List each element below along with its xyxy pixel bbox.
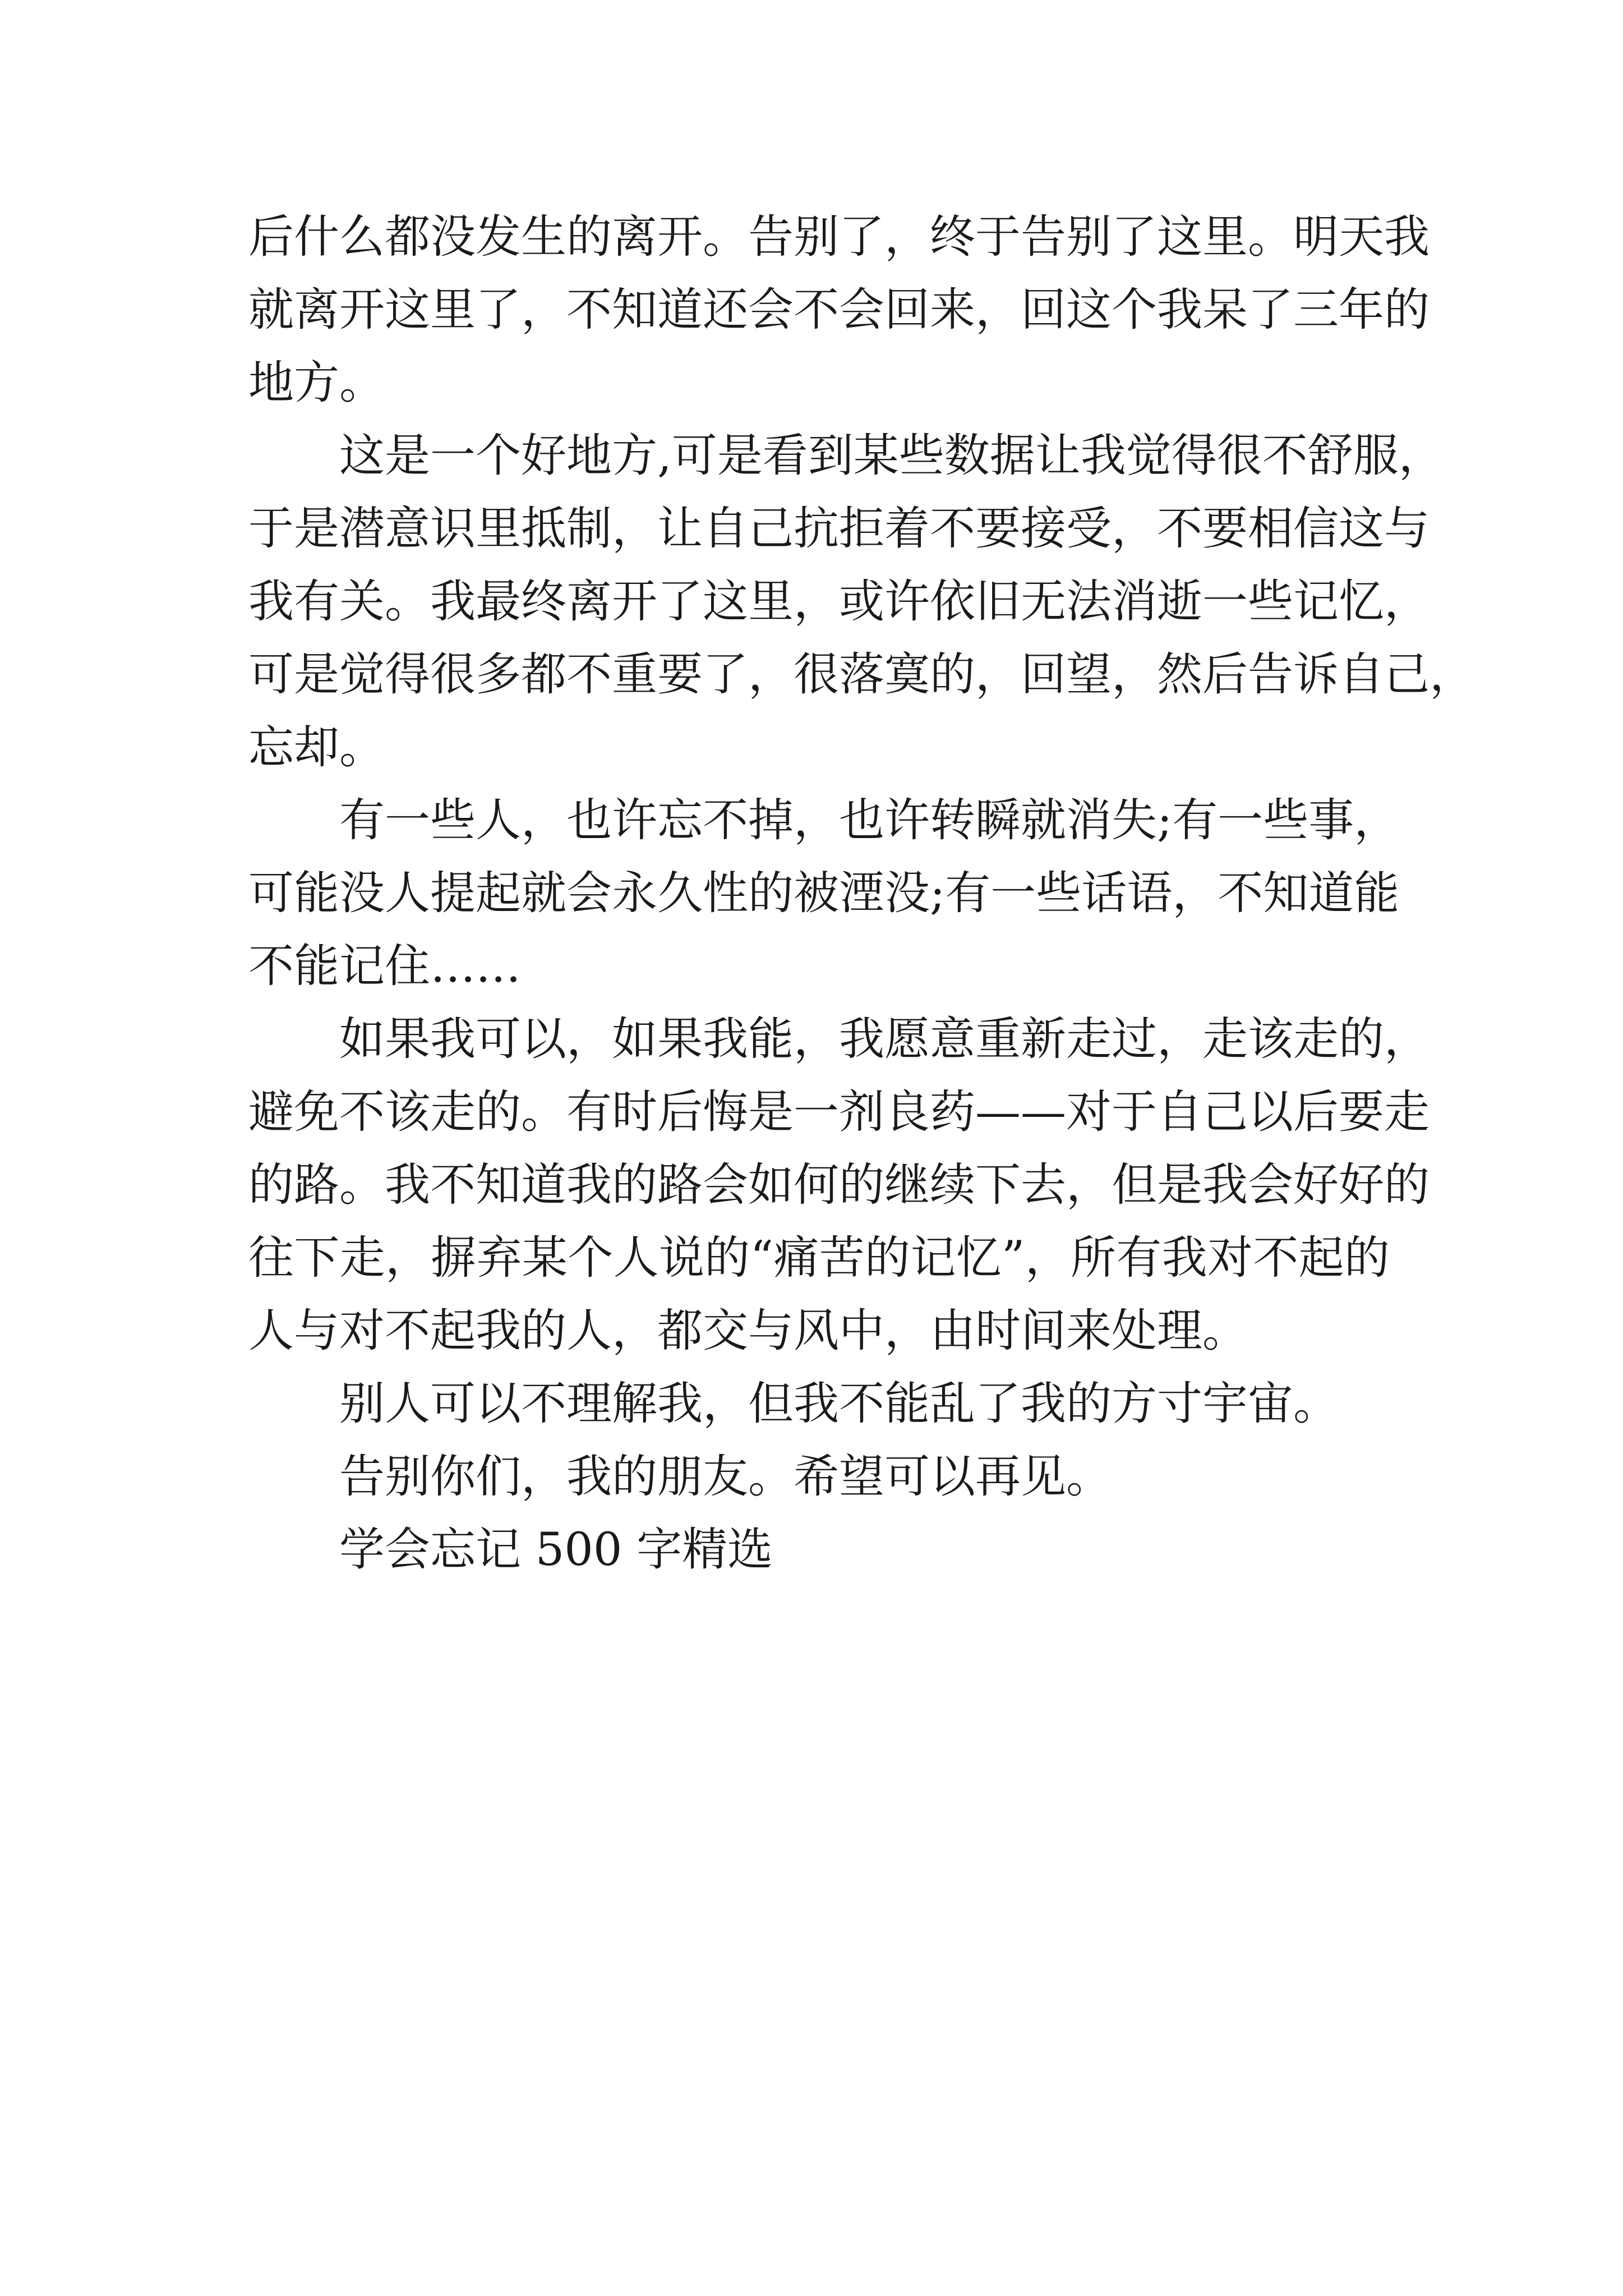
text-line: 这是一个好地方,可是看到某些数据让我觉得很不舒服， bbox=[339, 430, 1444, 482]
text-line: 的路。我不知道我的路会如何的继续下去，但是我会好好的 bbox=[248, 1159, 1430, 1212]
text-line: 告别你们，我的朋友。希望可以再见。 bbox=[339, 1451, 1112, 1503]
text-line: 别人可以不理解我，但我不能乱了我的方寸宇宙。 bbox=[339, 1378, 1339, 1430]
text-line: 有一些人，也许忘不掉，也许转瞬就消失;有一些事， bbox=[339, 794, 1400, 847]
text-line: 可是觉得很多都不重要了，很落寞的，回望，然后告诉自己， bbox=[248, 648, 1476, 701]
text-line: 忘却。 bbox=[248, 721, 385, 774]
paragraph bbox=[248, 1003, 1430, 1368]
text-line: 往下走，摒弃某个人说的“痛苦的记忆”，所有我对不起的 bbox=[248, 1232, 1390, 1285]
text-line: 人与对不起我的人，都交与风中，由时间来处理。 bbox=[248, 1305, 1248, 1358]
paragraph bbox=[248, 1513, 1390, 1586]
text-line: 我有关。我最终离开了这里，或许依旧无法消逝一些记忆， bbox=[248, 576, 1430, 628]
paragraph bbox=[248, 420, 1476, 784]
text-line: 避免不该走的。有时后悔是一剂良药——对于自己以后要走 bbox=[248, 1086, 1430, 1139]
paragraph bbox=[248, 1368, 1390, 1441]
paragraph bbox=[248, 201, 1430, 420]
text-line: 可能没人提起就会永久性的被湮没;有一些话语，不知道能 bbox=[248, 867, 1400, 920]
text-line: 就离开这里了，不知道还会不会回来，回这个我呆了三年的 bbox=[248, 284, 1430, 337]
document-body bbox=[248, 201, 1476, 1586]
text-line: 如果我可以，如果我能，我愿意重新走过，走该走的， bbox=[339, 1013, 1430, 1066]
text-line: 于是潜意识里抵制，让自己抗拒着不要接受，不要相信这与 bbox=[248, 503, 1430, 555]
text-line: 不能记住…… bbox=[248, 940, 522, 993]
text-line: 地方。 bbox=[248, 357, 385, 409]
text-line: 后什么都没发生的离开。告别了，终于告别了这里。明天我 bbox=[248, 211, 1430, 264]
text-line: 学会忘记 500 字精选 bbox=[339, 1524, 773, 1576]
paragraph bbox=[248, 784, 1400, 1003]
paragraph bbox=[248, 1441, 1390, 1513]
